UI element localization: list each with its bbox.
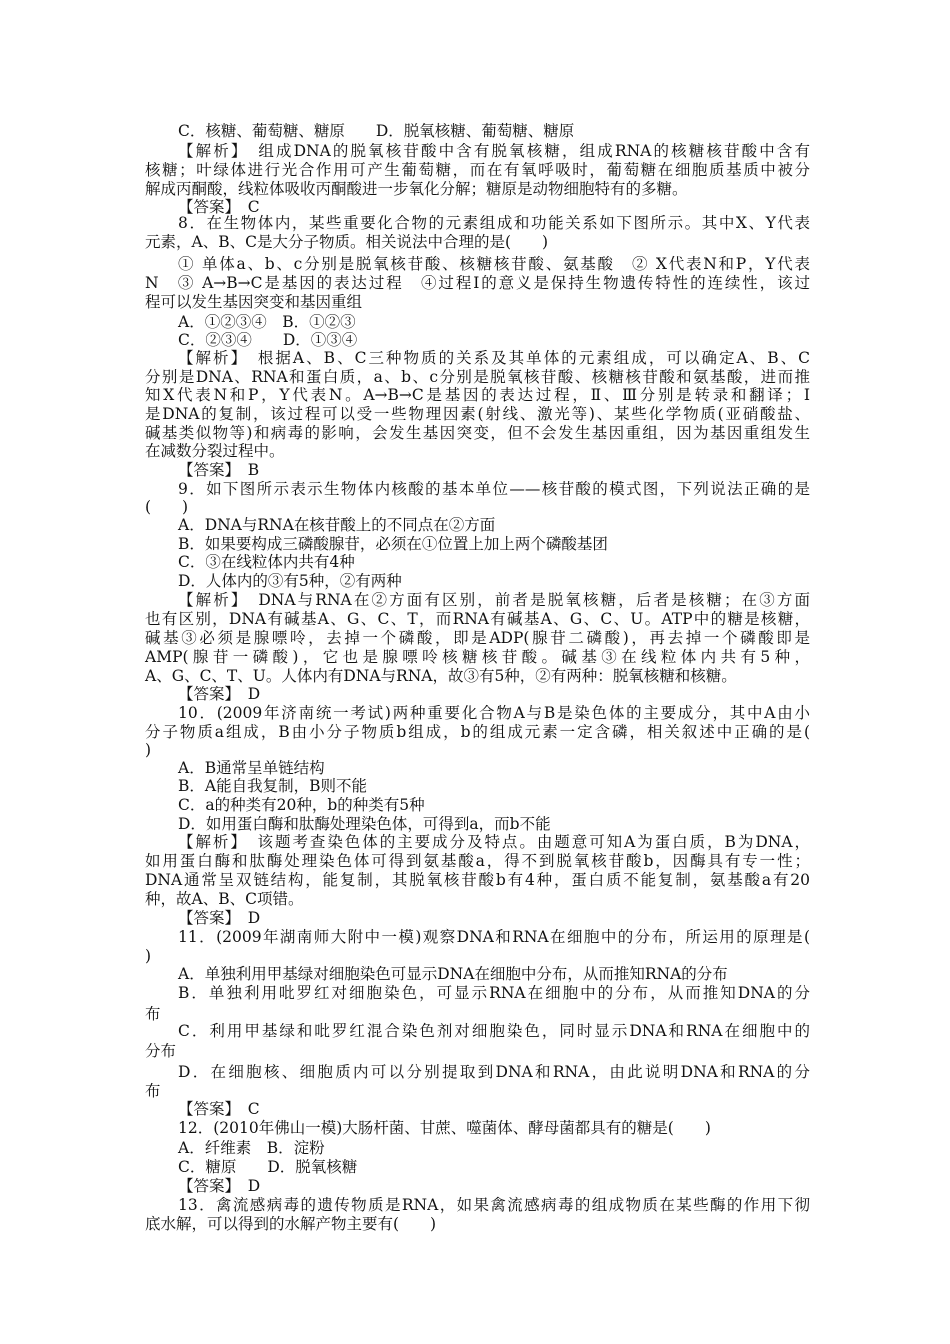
text-line: 是DNA的复制，该过程可以受一些物理因素(射线、激光等)、某些化学物质(亚硝酸盐、 — [145, 405, 810, 423]
text-line: 底水解，可以得到的水解产物主要有( ) — [145, 1215, 437, 1233]
text-line: C．②③④ D．①③④ — [178, 331, 358, 349]
text-line: 在减数分裂过程中。 — [145, 442, 285, 460]
text-line: 分子物质a组成，B由小分子物质b组成，b的组成元素一定含磷，相关叙述中正确的是( — [145, 723, 810, 741]
text-line: 【解析】 根据A、B、C三种物质的关系及其单体的元素组成，可以确定A、B、C — [178, 349, 810, 367]
text-line: 【答案】 C — [178, 198, 260, 216]
text-line: B．A能自我复制，B则不能 — [178, 777, 367, 795]
text-line: ) — [145, 741, 152, 759]
text-line: D．在细胞核、细胞质内可以分别提取到DNA和RNA，由此说明DNA和RNA的分 — [178, 1063, 810, 1081]
text-line: 10．(2009年济南统一考试)两种重要化合物A与B是染色体的主要成分，其中A由小 — [178, 704, 810, 722]
text-line: ) — [145, 947, 152, 965]
text-line: 【答案】 D — [178, 1177, 261, 1195]
text-line: C．a的种类有20种，b的种类有5种 — [178, 796, 425, 814]
text-line: 分布 — [145, 1042, 177, 1060]
text-line: 11．(2009年湖南师大附中一模)观察DNA和RNA在细胞中的分布，所运用的原理是( — [178, 928, 810, 946]
text-line: 【答案】 D — [178, 909, 261, 927]
text-line: B．单独利用吡罗红对细胞染色，可显示RNA在细胞中的分布，从而推知DNA的分 — [178, 984, 810, 1002]
text-line: D．人体内的③有5种，②有两种 — [178, 572, 402, 590]
text-line: DNA通常呈双链结构，能复制，其脱氧核苷酸b有4种，蛋白质不能复制，氨基酸a有20 — [145, 871, 810, 889]
text-line: 【答案】 C — [178, 1100, 260, 1118]
text-line: 核糖；叶绿体进行光合作用可产生葡萄糖，而在有氧呼吸时，葡萄糖在细胞质基质中被分 — [145, 161, 810, 179]
text-line: 【解析】 DNA与RNA在②方面有区别，前者是脱氧核糖，后者是核糖；在③方面 — [178, 591, 810, 609]
text-line: N ③ A→B→C是基因的表达过程 ④过程Ⅰ的意义是保持生物遗传特性的连续性，该过 — [145, 274, 810, 292]
text-line: A．纤维素 B．淀粉 — [178, 1139, 325, 1157]
text-line: C．③在线粒体内共有4种 — [178, 553, 355, 571]
text-line: B．如果要构成三磷酸腺苷，必须在①位置上加上两个磷酸基团 — [178, 535, 608, 553]
text-line: AMP(腺苷一磷酸)，它也是腺嘌呤核糖核苷酸。碱基③在线粒体内共有5种， — [145, 648, 810, 666]
text-line: 9．如下图所示表示生物体内核酸的基本单位——核苷酸的模式图，下列说法正确的是 — [178, 480, 810, 498]
text-line: 解成丙酮酸，线粒体吸收丙酮酸进一步氧化分解；糖原是动物细胞特有的多糖。 — [145, 180, 688, 198]
text-line: ( ) — [145, 498, 189, 516]
text-line: ① 单体a、b、c分别是脱氧核苷酸、核糖核苷酸、氨基酸 ② X代表N和P，Y代表 — [178, 255, 810, 273]
text-line: A．DNA与RNA在核苷酸上的不同点在②方面 — [178, 516, 496, 534]
text-line: C．核糖、葡萄糖、糖原 D．脱氧核糖、葡萄糖、糖原 — [178, 122, 575, 140]
text-line: A．B通常呈单链结构 — [178, 759, 325, 777]
text-line: 程可以发生基因突变和基因重组 — [145, 293, 363, 311]
text-line: 12．(2010年佛山一模)大肠杆菌、甘蔗、噬菌体、酵母菌都具有的糖是( ) — [178, 1119, 711, 1137]
text-line: 布 — [145, 1005, 161, 1023]
text-line: A、G、C、T、U。人体内有DNA与RNA，故③有5种，②有两种：脱氧核糖和核糖。 — [145, 667, 737, 685]
text-line: 碱基类似物等)和病毒的影响，会发生基因突变，但不会发生基因重组，因为基因重组发生 — [145, 424, 810, 442]
text-line: 元素，A、B、C是大分子物质。相关说法中合理的是( ) — [145, 233, 549, 251]
text-line: 如用蛋白酶和肽酶处理染色体可得到氨基酸a，得不到脱氧核苷酸b，因酶具有专一性； — [145, 852, 810, 870]
text-line: 【答案】 B — [178, 461, 260, 479]
text-line: 布 — [145, 1082, 161, 1100]
text-line: 知X代表N和P，Y代表N。A→B→C是基因的表达过程，Ⅱ、Ⅲ分别是转录和翻译；Ⅰ — [145, 386, 810, 404]
text-line: 【解析】 该题考查染色体的主要成分及特点。由题意可知A为蛋白质，B为DNA， — [178, 833, 810, 851]
text-line: 8．在生物体内，某些重要化合物的元素组成和功能关系如下图所示。其中X、Y代表 — [178, 214, 810, 232]
text-line: A．单独利用甲基绿对细胞染色可显示DNA在细胞中分布，从而推知RNA的分布 — [178, 965, 728, 983]
text-line: 碱基③必须是腺嘌呤，去掉一个磷酸，即是ADP(腺苷二磷酸)，再去掉一个磷酸即是 — [145, 629, 810, 647]
text-line: 【解析】 组成DNA的脱氧核苷酸中含有脱氧核糖，组成RNA的核糖核苷酸中含有 — [178, 142, 810, 160]
text-line: A．①②③④ B．①②③ — [178, 313, 356, 331]
text-line: 种，故A、B、C项错。 — [145, 890, 304, 908]
text-line: 分别是DNA、RNA和蛋白质，a、b、c分别是脱氧核苷酸、核糖核苷酸和氨基酸，进而推 — [145, 368, 810, 386]
text-line: 【答案】 D — [178, 685, 261, 703]
text-line: 也有区别，DNA有碱基A、G、C、T，而RNA有碱基A、G、C、U。ATP中的糖是核糖， — [145, 610, 810, 628]
text-line: C．利用甲基绿和吡罗红混合染色剂对细胞染色，同时显示DNA和RNA在细胞中的 — [178, 1022, 810, 1040]
text-line: D．如用蛋白酶和肽酶处理染色体，可得到a，而b不能 — [178, 815, 551, 833]
text-line: C．糖原 D．脱氧核糖 — [178, 1158, 358, 1176]
text-line: 13．禽流感病毒的遗传物质是RNA，如果禽流感病毒的组成物质在某些酶的作用下彻 — [178, 1196, 810, 1214]
